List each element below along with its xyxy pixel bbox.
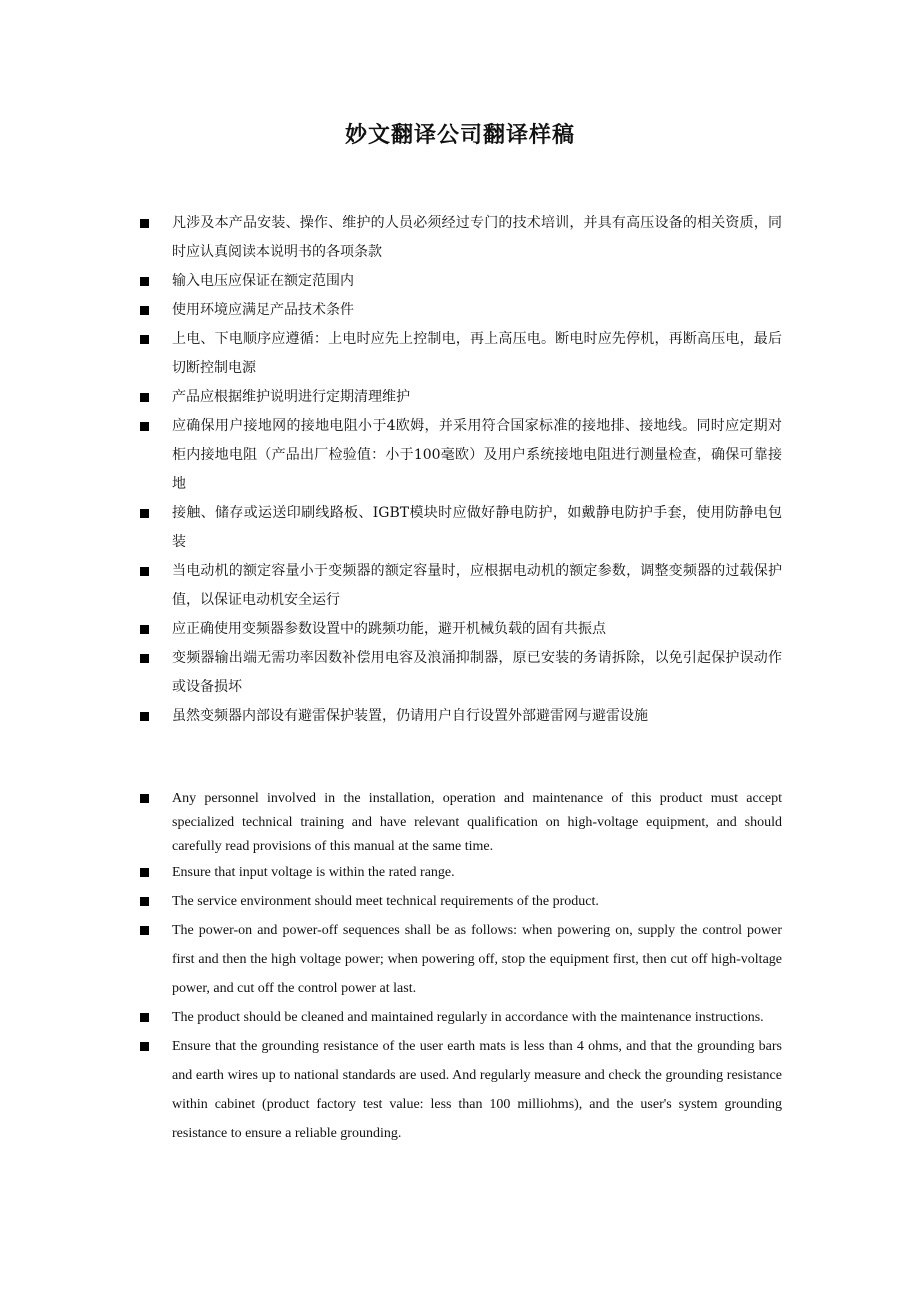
list-item-text: 产品应根据维护说明进行定期清理维护	[172, 389, 410, 405]
square-bullet-icon	[140, 567, 149, 576]
list-item	[138, 1003, 782, 1032]
list-item-text: 使用环境应满足产品技术条件	[172, 302, 354, 318]
list-item	[138, 1032, 782, 1148]
list-item-text: 应确保用户接地网的接地电阻小于4欧姆，并采用符合国家标准的接地排、接地线。同时应定期对柜内接地电阻（产品出厂检验值：小于100毫欧）及用户系统接地电阻进行测量检查，确保可靠接地	[172, 418, 782, 492]
list-item	[138, 787, 782, 859]
list-item-text: 上电、下电顺序应遵循：上电时应先上控制电，再上高压电。断电时应先停机，再断高压电，最后切断控制电源	[172, 331, 782, 376]
list-item	[138, 702, 782, 731]
list-item-text: 当电动机的额定容量小于变频器的额定容量时，应根据电动机的额定参数，调整变频器的过载保护值，以保证电动机安全运行	[172, 563, 782, 608]
list-item-text: The power-on and power-off sequences shall be as follows: when powering on, supply the control power first and then the high voltage power; when powering off, stop the equipment first, then cut off high-voltage power, and cut off the control power at last.	[172, 923, 782, 996]
list-item-text: 输入电压应保证在额定范围内	[172, 273, 354, 289]
square-bullet-icon	[140, 868, 149, 877]
list-item-text: Ensure that the grounding resistance of the user earth mats is less than 4 ohms, and that the grounding bars and earth wires up to national standards are used. And regularly measure and check the grounding resistance within cabinet (product factory test value: less than 100 milliohms), and the user's system grounding resistance to ensure a reliable grounding.	[172, 1039, 782, 1141]
list-item	[138, 296, 782, 325]
list-item	[138, 887, 782, 916]
list-item-text: 接触、储存或运送印刷线路板、IGBT模块时应做好静电防护，如戴静电防护手套，使用防静电包装	[172, 505, 782, 550]
square-bullet-icon	[140, 335, 149, 344]
square-bullet-icon	[140, 509, 149, 518]
square-bullet-icon	[140, 625, 149, 634]
list-item-text: The product should be cleaned and maintained regularly in accordance with the maintenance instructions.	[172, 1010, 764, 1025]
list-item	[138, 644, 782, 702]
list-item-text: 应正确使用变频器参数设置中的跳频功能，避开机械负载的固有共振点	[172, 621, 606, 637]
list-item-text: 虽然变频器内部设有避雷保护装置，仍请用户自行设置外部避雷网与避雷设施	[172, 708, 648, 724]
square-bullet-icon	[140, 219, 149, 228]
list-item	[138, 615, 782, 644]
square-bullet-icon	[140, 1042, 149, 1051]
square-bullet-icon	[140, 306, 149, 315]
square-bullet-icon	[140, 794, 149, 803]
list-item	[138, 916, 782, 1003]
list-item	[138, 325, 782, 383]
list-item-text: The service environment should meet technical requirements of the product.	[172, 894, 599, 909]
list-item	[138, 557, 782, 615]
square-bullet-icon	[140, 897, 149, 906]
square-bullet-icon	[140, 712, 149, 721]
list-item	[138, 861, 782, 885]
list-item-text: Any personnel involved in the installation, operation and maintenance of this product must accept specialized technical training and have relevant qualification on high-voltage equipment, and should carefully read provisions of this manual at the same time.	[172, 791, 782, 854]
square-bullet-icon	[140, 277, 149, 286]
list-item	[138, 499, 782, 557]
list-item-text: Ensure that input voltage is within the rated range.	[172, 865, 455, 880]
square-bullet-icon	[140, 926, 149, 935]
list-item	[138, 383, 782, 412]
square-bullet-icon	[140, 393, 149, 402]
list-item	[138, 209, 782, 267]
square-bullet-icon	[140, 1013, 149, 1022]
square-bullet-icon	[140, 654, 149, 663]
page-title: 妙文翻译公司翻译样稿	[344, 123, 575, 148]
list-item-text: 变频器输出端无需功率因数补偿用电容及浪涌抑制器，原已安装的务请拆除，以免引起保护误动作或设备损坏	[172, 650, 782, 695]
list-item	[138, 267, 782, 296]
chinese-safety-list	[138, 209, 782, 731]
list-item	[138, 412, 782, 499]
square-bullet-icon	[140, 422, 149, 431]
english-safety-list	[138, 787, 782, 1148]
list-item-text: 凡涉及本产品安装、操作、维护的人员必须经过专门的技术培训，并具有高压设备的相关资质，同时应认真阅读本说明书的各项条款	[172, 215, 782, 260]
